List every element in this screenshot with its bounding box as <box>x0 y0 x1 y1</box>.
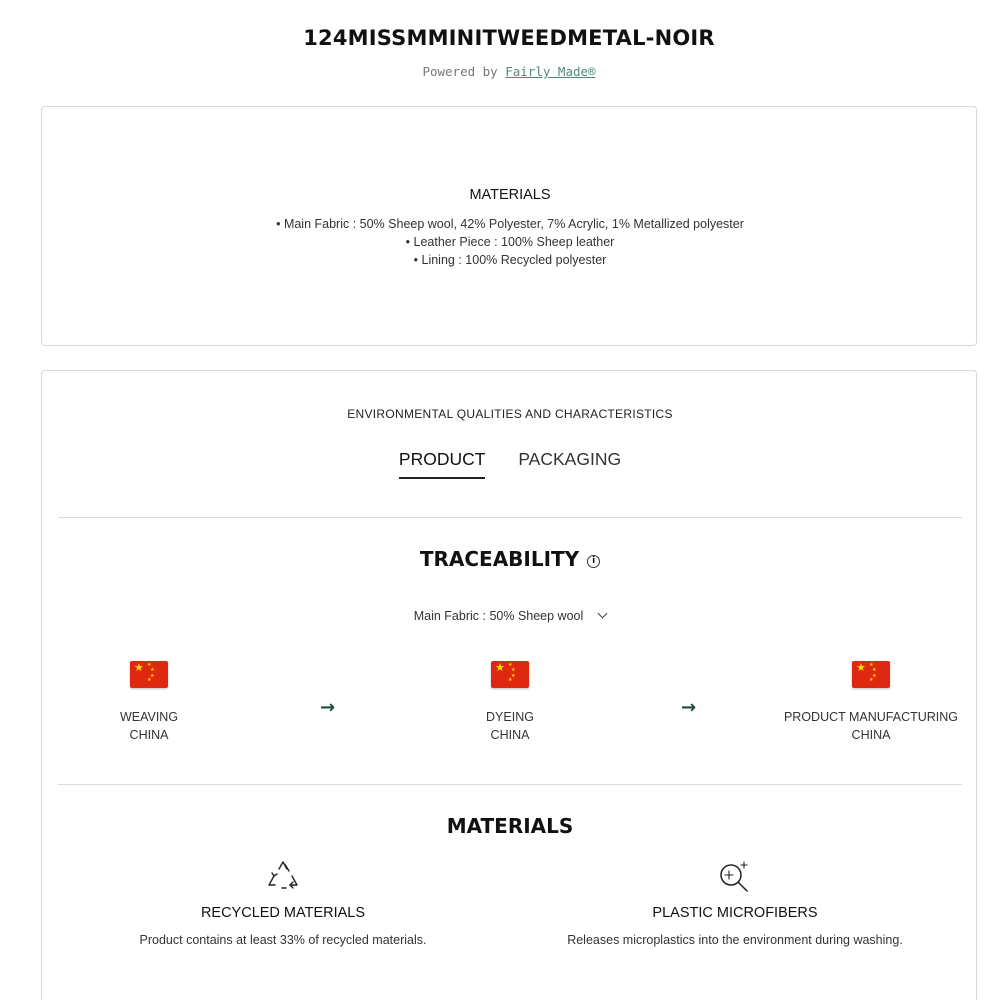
fairly-made-link[interactable]: Fairly Made® <box>505 64 596 79</box>
feature-recycled <box>53 859 513 947</box>
materials-card <box>41 106 977 346</box>
trace-step-country: CHINA <box>851 728 891 742</box>
materials-section-title: MATERIALS <box>446 814 574 838</box>
magnifier-sparkle-icon <box>717 859 753 895</box>
feature-desc: Releases microplastics into the environment during washing. <box>567 933 903 947</box>
traceability-title-text: TRACEABILITY <box>419 547 580 571</box>
arrow-right-icon: → <box>681 697 697 718</box>
powered-by-prefix: Powered by <box>422 64 498 79</box>
chevron-down-icon <box>598 609 608 619</box>
powered-by <box>0 64 1000 79</box>
feature-title: PLASTIC MICROFIBERS <box>652 905 818 921</box>
tab-packaging[interactable]: PACKAGING <box>518 449 622 469</box>
materials-list-item: • Main Fabric : 50% Sheep wool, 42% Polyester, 7% Acrylic, 1% Metallized polyester <box>276 217 744 231</box>
tab-bar <box>42 449 978 479</box>
info-icon[interactable]: i <box>587 555 600 568</box>
tab-product[interactable]: PRODUCT <box>399 449 486 479</box>
trace-step-dyeing <box>400 661 620 744</box>
material-select-value: Main Fabric : 50% Sheep wool <box>413 609 584 623</box>
feature-desc: Product contains at least 33% of recycled materials. <box>139 933 427 947</box>
materials-card-heading: MATERIALS <box>469 187 551 203</box>
arrow-right-icon: → <box>320 697 336 718</box>
trace-step-weaving <box>39 661 259 744</box>
environmental-heading: ENVIRONMENTAL QUALITIES AND CHARACTERISTICS <box>347 407 673 421</box>
china-flag-icon: ★ ★ ★ ★ ★ <box>130 661 168 688</box>
trace-step-country: CHINA <box>490 728 530 742</box>
materials-list-item: • Lining : 100% Recycled polyester <box>413 253 607 267</box>
materials-list <box>42 215 978 269</box>
trace-step-stage: DYEING <box>486 710 534 724</box>
page-title: 124MISSMMINITWEEDMETAL-NOIR <box>303 26 715 50</box>
traceability-title <box>42 547 978 571</box>
material-select[interactable] <box>42 609 978 623</box>
feature-title: RECYCLED MATERIALS <box>200 905 366 921</box>
environmental-card <box>41 370 977 1000</box>
trace-step-stage: PRODUCT MANUFACTURING <box>783 710 959 724</box>
recycle-icon <box>265 859 301 895</box>
china-flag-icon: ★ ★ ★ ★ ★ <box>491 661 529 688</box>
trace-step-country: CHINA <box>129 728 169 742</box>
divider <box>58 517 962 518</box>
feature-microfibers <box>505 859 965 947</box>
trace-step-manufacturing <box>761 661 981 744</box>
materials-list-item: • Leather Piece : 100% Sheep leather <box>405 235 615 249</box>
trace-step-stage: WEAVING <box>119 710 179 724</box>
china-flag-icon: ★ ★ ★ ★ ★ <box>852 661 890 688</box>
divider <box>58 784 962 785</box>
